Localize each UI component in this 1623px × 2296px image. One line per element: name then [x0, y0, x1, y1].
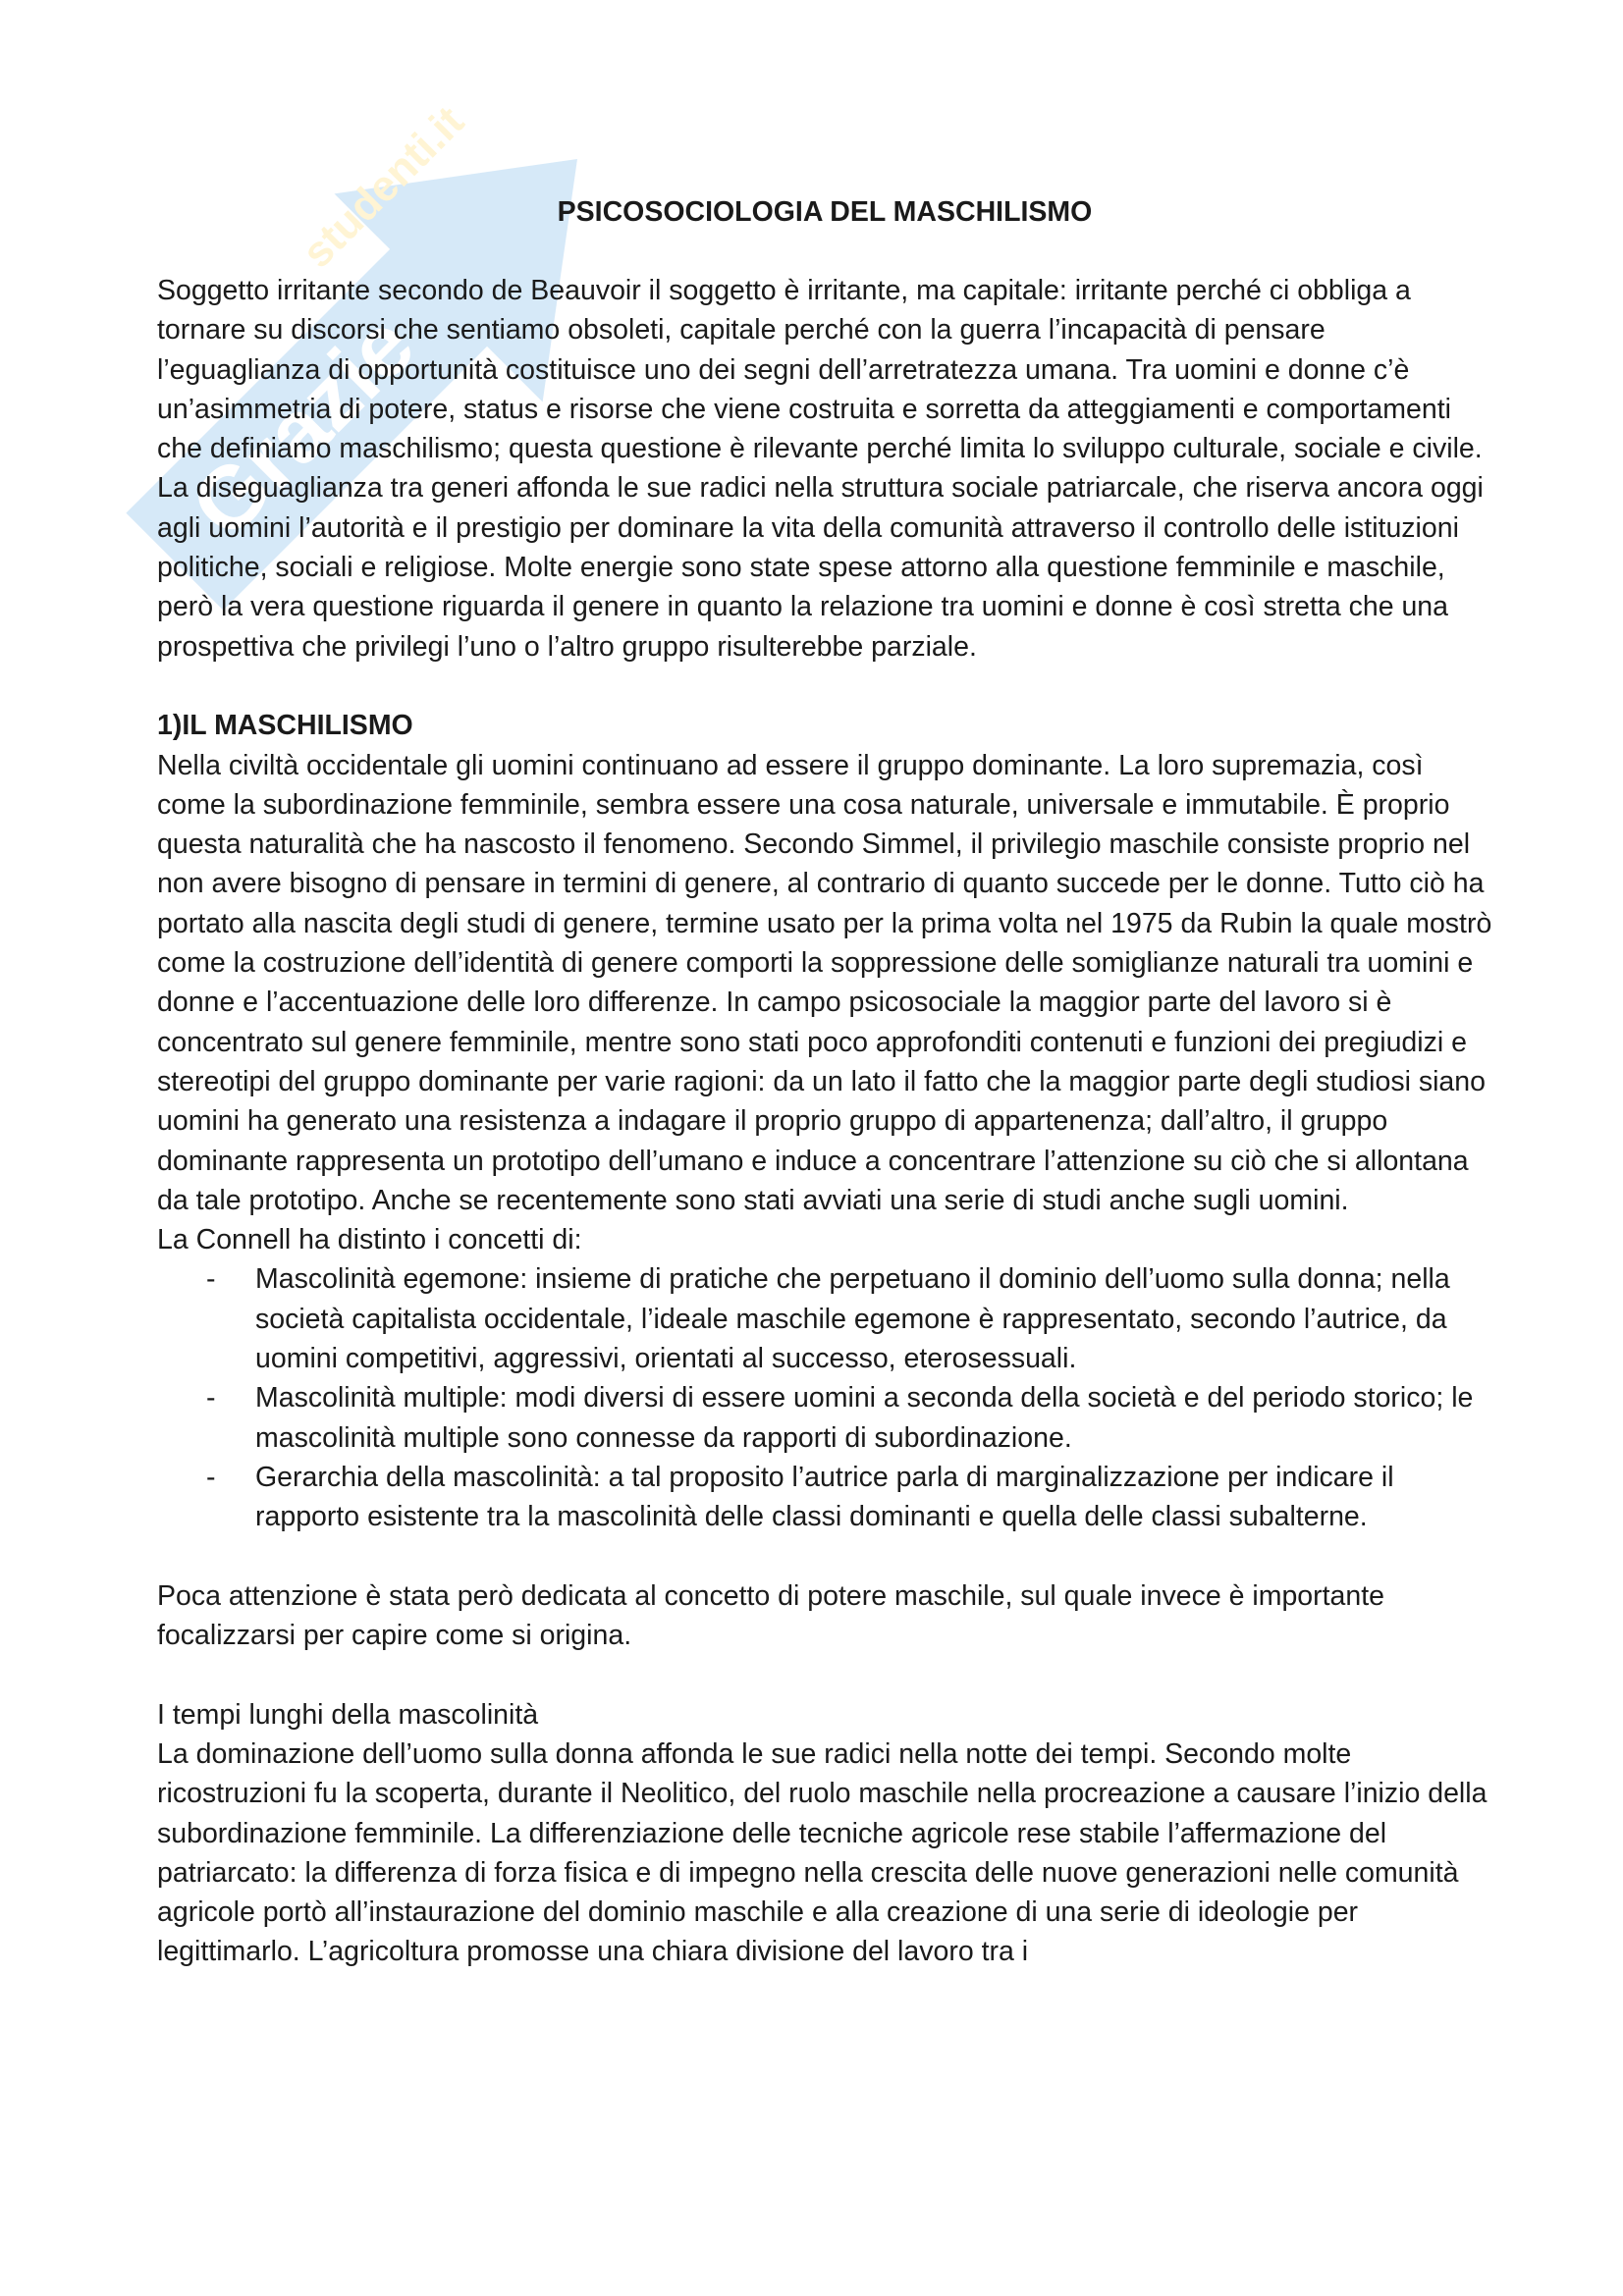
list-item-text: Mascolinità multiple: modi diversi di essere uomini a seconda della società e del periodo storico; le mascolinità multiple sono connesse da rapporti di subordinazione. — [255, 1382, 1474, 1454]
list-marker: - — [206, 1263, 216, 1296]
section-heading-maschilismo: 1)IL MASCHILISMO — [157, 710, 413, 742]
list-item-text: Mascolinità egemone: insieme di pratiche che perpetuano il dominio dell’uomo sulla donna; nella società capitalista occidentale, l’ideale maschile egemone è rappresentato, secondo l’autrice, da uomini competitivi, aggressivi, orientati al successo, eterosessuali. — [255, 1263, 1450, 1375]
section-1-paragraph: Nella civiltà occidentale gli uomini continuano ad essere il gruppo dominante. La loro supremazia, così come la subordinazione femminile, sembra essere una cosa naturale, universale e immutabile. È proprio questa naturalità che ha nascosto il fenomeno. Secondo Simmel, il privilegio maschile consiste proprio nel non avere bisogno di pensare in termini di genere, al contrario di quanto succede per le donne. Tutto ciò ha portato alla nascita degli studi di genere, termine usato per la prima volta nel 1975 da Rubin la quale mostrò come la costruzione dell’identità di genere comporti la soppressione delle somiglianze naturali tra uomini e donne e l’accentuazione delle loro differenze. In campo psicosociale la maggior parte del lavoro si è concentrato sul genere femminile, mentre sono stati poco approfonditi contenuti e funzioni dei pregiudizi e stereotipi del gruppo dominante per varie ragioni: da un lato il fatto che la maggior parte degli studiosi siano uomini ha generato una resistenza a indagare il proprio gruppo di appartenenza; dall’altro, il gruppo dominante rappresenta un prototipo dell’umano e induce a concentrare l’attenzione su ciò che si allontana da tale prototipo. Anche se recentemente sono stati avviati una serie di studi anche sugli uomini. — [157, 749, 1492, 1216]
watermark-text-main: Grazie — [173, 295, 434, 557]
final-paragraph: La dominazione dell’uomo sulla donna affonda le sue radici nella notte dei tempi. Secondo molte ricostruzioni fu la scoperta, durante il Neolitico, del ruolo maschile nella procreazione a causare l’inizio della subordinazione femminile. La differenziazione delle tecniche agricole rese stabile l’affermazione del patriarcato: la differenza di forza fisica e di impegno nella crescita delle nuove generazioni nelle comunità agricole portò all’instaurazione del dominio maschile e alla creazione di una serie di ideologie per legittimarlo. L’agricoltura promosse una chiara divisione del lavoro tra i — [157, 1737, 1488, 1968]
list-item — [157, 1259, 1492, 1378]
intro-paragraph-1: Soggetto irritante secondo de Beauvoir il soggetto è irritante, ma capitale: irritante perché ci obbliga a tornare su discorsi che sentiamo obsoleti, capitale perché con la guerra l’incapacità di pensare l’eguaglianza di opportunità costituisce uno dei segni dell’arretratezza umana. Tra uomini e donne c’è un’asimmetria di potere, status e risorse che viene costruita e sorretta da atteggiamenti e comportamenti che definiamo maschilismo; questa questione è rilevante perché limita lo sviluppo culturale, sociale e civile. — [157, 275, 1483, 465]
concept-list — [157, 1259, 1492, 1536]
list-marker: - — [206, 1461, 216, 1493]
document-page — [157, 192, 1492, 1972]
watermark-text-sub: studenti.it — [293, 97, 473, 278]
list-item — [157, 1458, 1492, 1537]
intro-paragraph-2: La diseguaglianza tra generi affonda le sue radici nella struttura sociale patriarcale, che riserva ancora oggi agli uomini l’autorità e il prestigio per dominare la vita della comunità attraverso il controllo delle istituzioni politiche, sociali e religiose. Molte energie sono state spese attorno alla questione femminile e maschile, però la vera questione riguarda il genere in quanto la relazione tra uomini e donne è così stretta che una prospettiva che privilegi l’uno o l’altro gruppo risulterebbe parziale. — [157, 472, 1484, 663]
connell-intro: La Connell ha distinto i concetti di: — [157, 1224, 582, 1256]
document-title: PSICOSOCIOLOGIA DEL MASCHILISMO — [557, 196, 1093, 228]
list-item-text: Gerarchia della mascolinità: a tal proposito l’autrice parla di marginalizzazione per indicare il rapporto esistente tra la mascolinità delle classi dominanti e quella delle classi subalterne. — [255, 1461, 1394, 1533]
spacer — [157, 1537, 1492, 1576]
subheading-tempi-lunghi: I tempi lunghi della mascolinità — [157, 1698, 539, 1731]
power-paragraph: Poca attenzione è stata però dedicata al concetto di potere maschile, sul quale invece è importante focalizzarsi per capire come si origina. — [157, 1579, 1385, 1652]
list-item — [157, 1378, 1492, 1458]
list-marker: - — [206, 1382, 216, 1415]
spacer — [157, 1655, 1492, 1694]
spacer — [157, 667, 1492, 706]
